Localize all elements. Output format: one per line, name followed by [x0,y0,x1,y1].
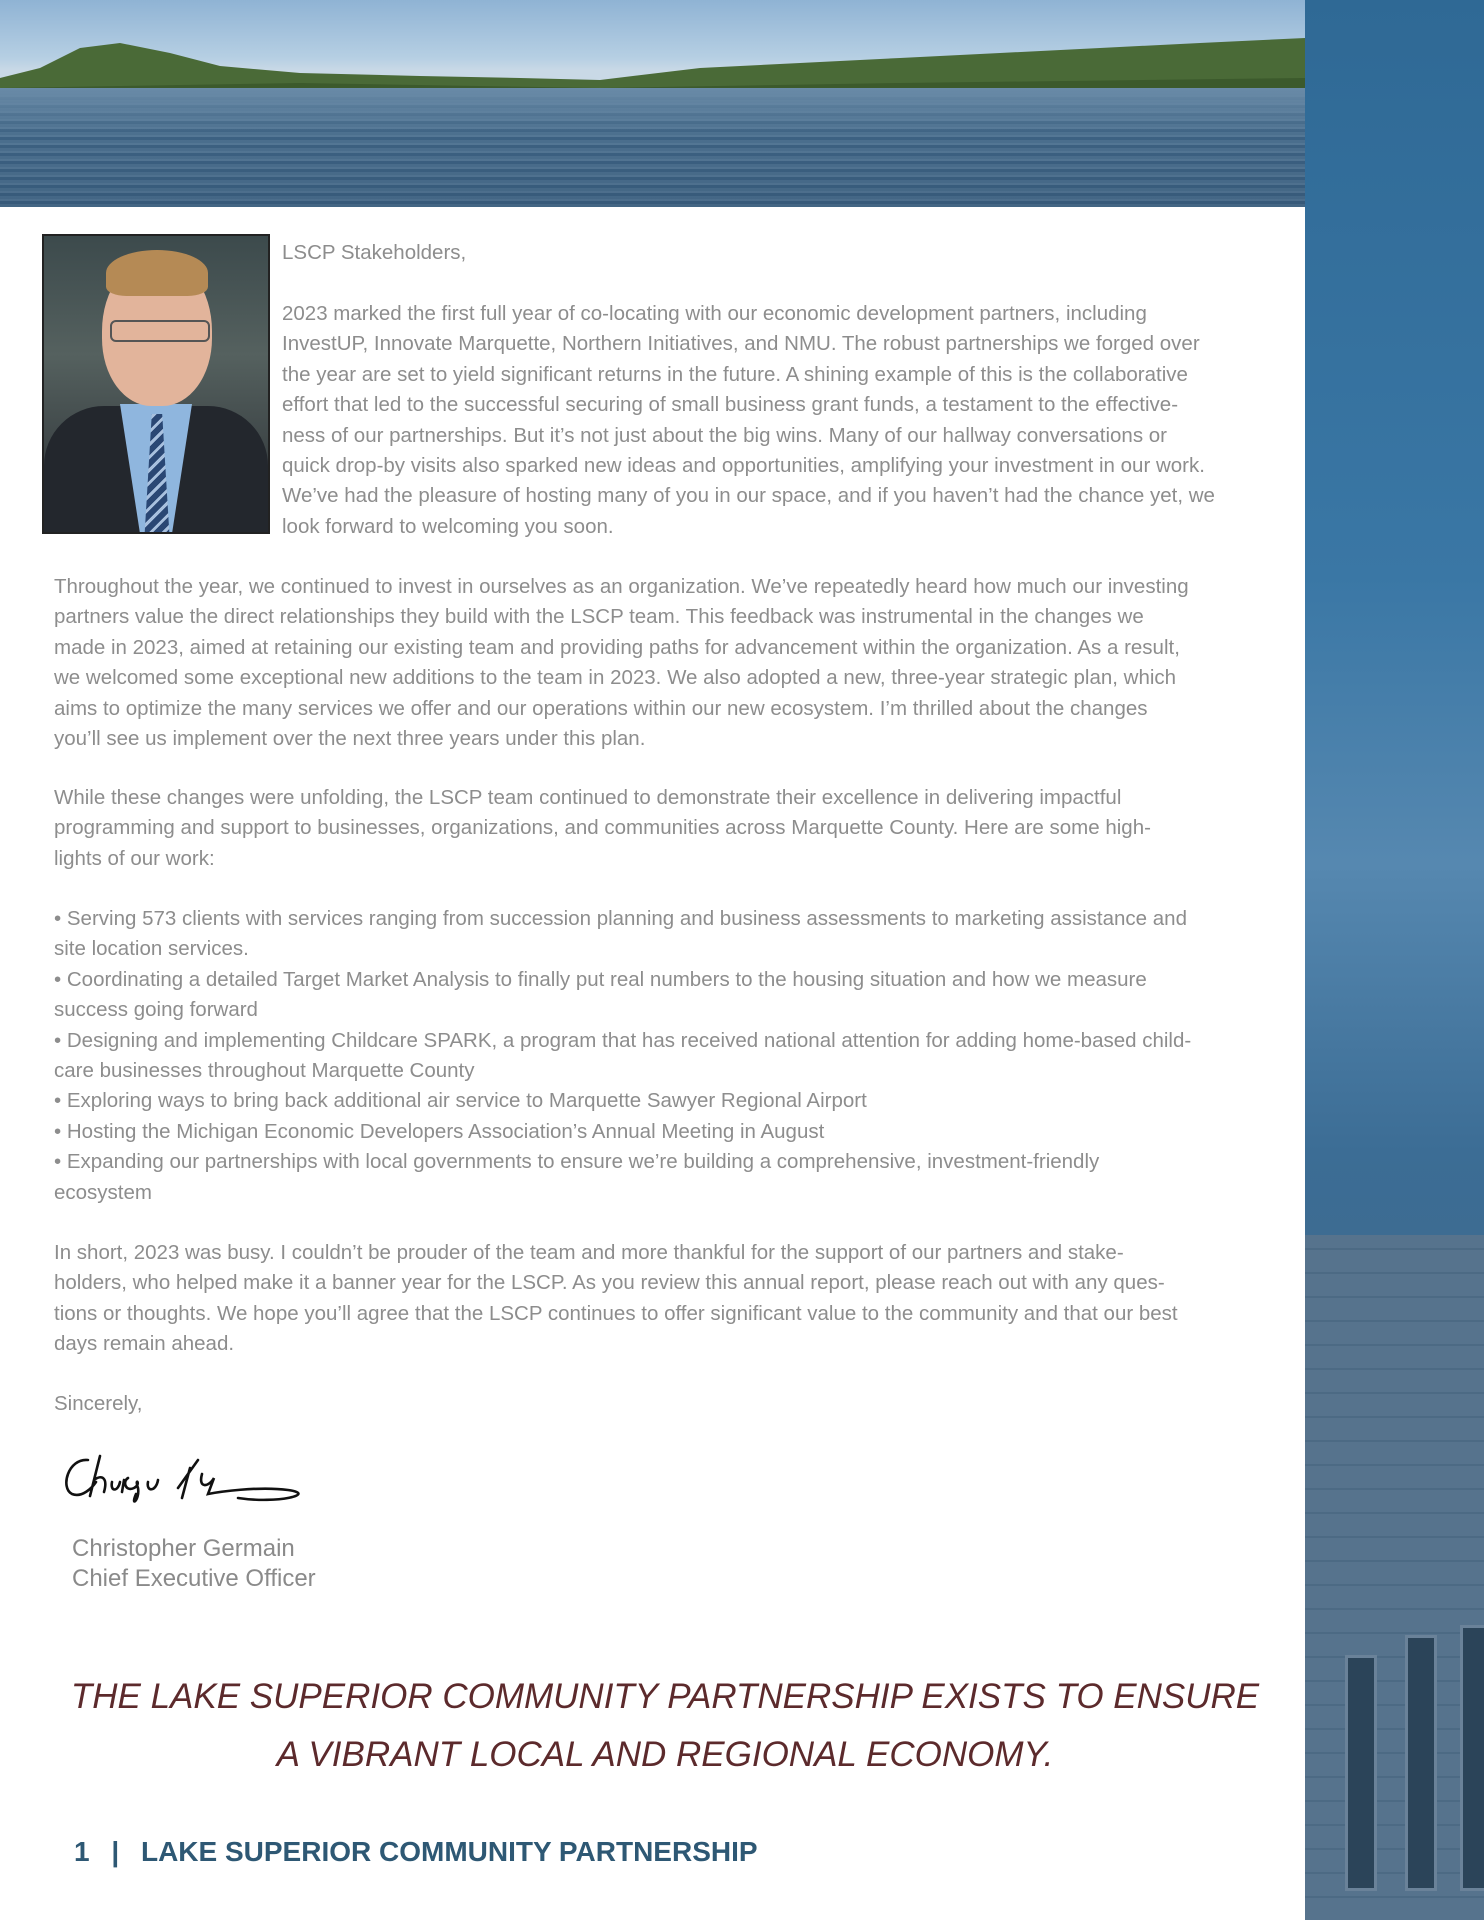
text-line: programming and support to businesses, organizations, and communities across Marquette County. Here are some high- [54,816,1151,840]
text-line: look forward to welcoming you soon. [282,514,614,538]
text-line: We’ve had the pleasure of hosting many of you in our space, and if you haven’t had the chance yet, we [282,484,1215,508]
side-building-photo [1305,1235,1484,1920]
text-line: ecosystem [54,1180,152,1204]
paragraph-4 [54,1238,1178,1360]
text-line: the year are set to yield significant returns in the future. A shining example of this is the collaborative [282,362,1188,386]
footer-org-name: LAKE SUPERIOR COMMUNITY PARTNERSHIP [140,1836,758,1867]
text-line: ness of our partnerships. But it’s not just about the big wins. Many of our hallway conversations or [282,423,1168,447]
tagline-line-2: A VIBRANT LOCAL AND REGIONAL ECONOMY. [276,1735,1054,1774]
paragraph-1 [282,299,1215,542]
page-number: 1 [74,1836,90,1867]
text-line: days remain ahead. [54,1332,235,1356]
text-line: effort that led to the successful securing of small business grant funds, a testament to the effective- [282,393,1179,417]
text-line: success going forward [54,998,258,1022]
lake-water [0,88,1305,207]
tagline-line-1: THE LAKE SUPERIOR COMMUNITY PARTNERSHIP EXISTS TO ENSURE [70,1677,1260,1716]
text-line: partners value the direct relationships they build with the LSCP team. This feedback was instrumental in the changes we [54,605,1144,629]
ceo-portrait-photo [42,234,270,534]
text-line: • Hosting the Michigan Economic Developers Association’s Annual Meeting in August [54,1119,825,1143]
paragraph-3 [54,783,1151,874]
page-footer [74,1836,758,1868]
signer-block [72,1534,316,1594]
text-line: 2023 marked the first full year of co-locating with our economic development partners, including [282,302,1147,325]
text-line: we welcomed some exceptional new additions to the team in 2023. We also adopted a new, three-year strategic plan, which [54,666,1177,690]
text-line: • Designing and implementing Childcare SPARK, a program that has received national attention for adding home-based child- [54,1028,1192,1052]
text-line: Throughout the year, we continued to invest in ourselves as an organization. We’ve repeatedly heard how much our investing [54,575,1189,598]
text-line: holders, who helped make it a banner year for the LSCP. As you review this annual report, please reach out with any ques- [54,1271,1165,1295]
mission-tagline [0,1668,1330,1784]
text-line: site location services. [54,937,249,961]
text-line: InvestUP, Innovate Marquette, Northern Initiatives, and NMU. The robust partnerships we forged over [282,332,1200,356]
signer-title: Chief Executive Officer [72,1565,316,1592]
text-line: quick drop-by visits also sparked new ideas and opportunities, amplifying your investment in our work. [282,453,1205,477]
greeting: LSCP Stakeholders, [282,241,467,264]
text-line: • Coordinating a detailed Target Market Analysis to finally put real numbers to the housing situation and how we measure [54,967,1147,991]
closing: Sincerely, [54,1392,143,1415]
header-lake-photo [0,0,1305,207]
text-line: • Serving 573 clients with services ranging from succession planning and business assessments to marketing assistance and [54,907,1187,930]
text-line: tions or thoughts. We hope you’ll agree that the LSCP continues to offer significant value to the community and that our best [54,1301,1178,1325]
text-line: lights of our work: [54,846,215,870]
text-line: you’ll see us implement over the next three years under this plan. [54,726,646,750]
text-line: • Exploring ways to bring back additional air service to Marquette Sawyer Regional Airport [54,1089,867,1113]
text-line: • Expanding our partnerships with local governments to ensure we’re building a comprehensive, investment-friendly [54,1150,1100,1174]
footer-separator: | [111,1836,120,1867]
paragraph-2 [54,572,1189,754]
text-line: In short, 2023 was busy. I couldn’t be prouder of the team and more thankful for the support of our partners and stake- [54,1241,1124,1264]
text-line: aims to optimize the many services we offer and our operations within our new ecosystem. I’m thrilled about the changes [54,696,1148,720]
signature [58,1448,338,1510]
text-line: care businesses throughout Marquette County [54,1058,475,1082]
text-line: While these changes were unfolding, the LSCP team continued to demonstrate their excellence in delivering impactful [54,786,1122,809]
text-line: made in 2023, aimed at retaining our existing team and providing paths for advancement within the organization. As a result, [54,635,1180,659]
signer-name: Christopher Germain [72,1535,295,1562]
highlights-list [54,904,1191,1208]
